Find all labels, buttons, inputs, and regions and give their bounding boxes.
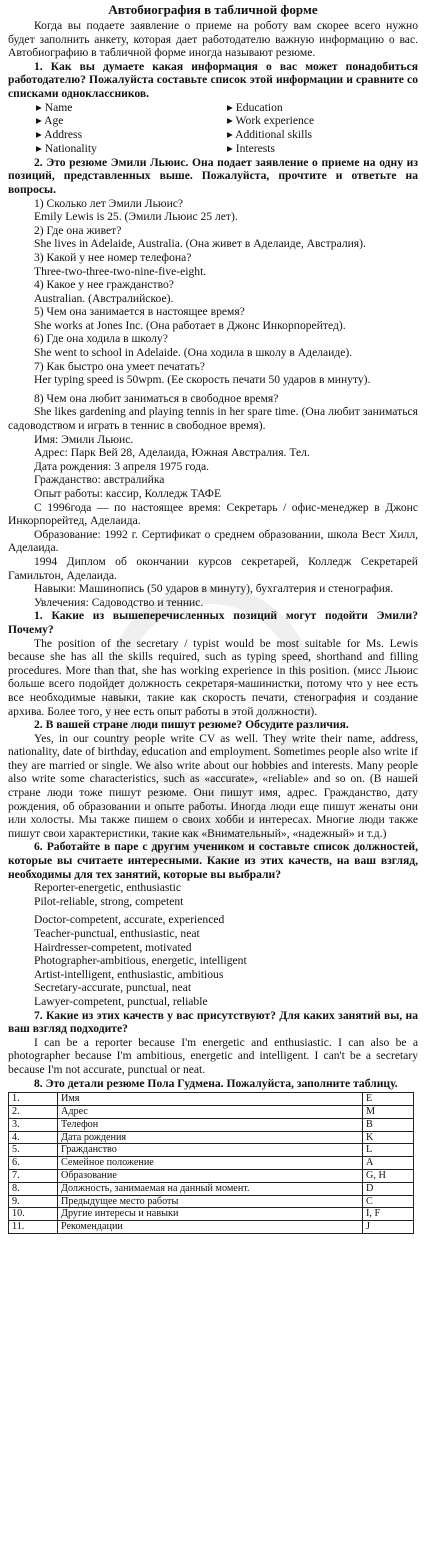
answer-6: I can be a reporter because I'm energetic and enthusiastic. I can also be a photographer because I'm ambitious, energetic and intelligent. I can't be a secretary because I'm not accurate, punctual or neat. (8, 1035, 418, 1076)
table-cell: Должность, занимаемая на данный момент. (58, 1182, 363, 1195)
resume-line: Дата рождения: 3 апреля 1975 года. (34, 459, 210, 473)
table-cell: B (363, 1118, 414, 1131)
qa-answer: Three-two-three-two-nine-five-eight. (34, 264, 207, 278)
answer-4: Yes, in our country people write CV as well. They write their name, address, nationality, date of birthday, education and employment. Sometimes people also write if they are married or single. We also write about our hobbies and interests. Many people also write some characteristics, such as «accurate», «reliable» and so on. (В нашей стране люди тоже пишут резюме. Они пишут имя, адрес. Гражданство, дату рождения, об образовании и опыте работы. Иногда люди еще пишут женаты они или холосты. Мы также пишем о своих хобби и интересах. Многие люди также пишут свои характеристики, такие как «Внимательный», «надежный» и т.д.) (8, 731, 418, 840)
job-line: Doctor-competent, accurate, experienced (34, 913, 225, 927)
bullet-item: ▸ Work experience (227, 114, 418, 128)
bullet-item: ▸ Age (36, 114, 227, 128)
job-line: Lawyer-competent, punctual, reliable (34, 994, 208, 1008)
qa-answer: Her typing speed is 50wpm. (Ее скорость печати 50 ударов в минуту). (34, 373, 371, 387)
table-cell: Семейное положение (58, 1157, 363, 1170)
table-cell: 2. (9, 1105, 58, 1118)
table-cell: 6. (9, 1157, 58, 1170)
resume-line: 1994 Диплом об окончании курсов секретарей, Колледж Секретарей Гамильтон, Аделаида. (8, 554, 418, 582)
qa-answer: She likes gardening and playing tennis in her spare time. (Она любит заниматься садоводством и играть в теннис в свободное время). (8, 405, 418, 433)
resume-line: С 1996года — по настоящее время: Секретарь / офис-менеджер в Джонс Инкорпорейтед, Аделаида. (8, 500, 418, 528)
question-2: 2. Это резюме Эмили Льюис. Она подает заявление о приеме на одну из позиций, представленных выше. Пожалуйста, прочтите и ответьте на вопросы. (8, 155, 418, 196)
table-cell: Телефон (58, 1118, 363, 1131)
intro-paragraph: Когда вы подаете заявление о приеме на роботу вам скорее всего нужно будет заполнить анкету, которая дает работодателю важную информацию о вас. Автобиографию в табличной форме иногда называют резюме. (8, 19, 418, 60)
table-cell: 9. (9, 1195, 58, 1208)
table-cell: Дата рождения (58, 1131, 363, 1144)
job-line: Photographer-ambitious, energetic, intelligent (34, 954, 247, 968)
table-cell: D (363, 1182, 414, 1195)
table-cell: 10. (9, 1208, 58, 1221)
resume-details-table (8, 1092, 414, 1234)
resume-line: Образование: 1992 г. Сертификат о среднем образовании, школа Вест Хилл, Аделаида. (8, 527, 418, 555)
resume-line: Навыки: Машинопись (50 ударов в минуту), бухгалтерия и стенография. (34, 582, 394, 596)
table-row (9, 1118, 414, 1131)
job-line: Artist-intelligent, enthusiastic, ambitious (34, 967, 224, 981)
table-cell: G, H (363, 1169, 414, 1182)
table-cell: 11. (9, 1221, 58, 1234)
table-row (9, 1157, 414, 1170)
table-cell: Имя (58, 1093, 363, 1106)
qa-answer: She works at Jones Inc. (Она работает в Джонс Инкорпорейтед). (34, 318, 346, 332)
resume-line: Имя: Эмили Льюис. (34, 432, 134, 446)
table-cell: C (363, 1195, 414, 1208)
bullet-item: ▸ Name (36, 101, 227, 115)
qa-answer: She lives in Adelaide, Australia. (Она живет в Аделаиде, Австралия). (34, 237, 366, 251)
qa-question: 4) Какое у нее гражданство? (34, 278, 174, 292)
qa-answer: Emily Lewis is 25. (Эмили Льюис 25 лет). (34, 210, 238, 224)
table-row (9, 1221, 414, 1234)
job-line: Hairdresser-competent, motivated (34, 940, 192, 954)
table-cell: Другие интересы и навыки (58, 1208, 363, 1221)
table-cell: 3. (9, 1118, 58, 1131)
page-title: Автобиография в табличной форме (108, 2, 318, 17)
question-1: 1. Как вы думаете какая информация о вас может понадобиться работодателю? Пожалуйста составьте список этой информации и сравните со списками одноклассников. (8, 59, 418, 100)
table-cell: 1. (9, 1093, 58, 1106)
question-7: 8. Это детали резюме Пола Гудмена. Пожалуйста, заполните таблицу. (34, 1076, 398, 1090)
info-bullet-list (8, 101, 418, 156)
job-line: Teacher-punctual, enthusiastic, neat (34, 927, 200, 940)
qa-question: 5) Чем она занимается в настоящее время? (34, 305, 245, 319)
table-cell: M (363, 1105, 414, 1118)
qa-question: 8) Чем она любит заниматься в свободное время? (34, 391, 279, 405)
table-cell: Адрес (58, 1105, 363, 1118)
bullet-item: ▸ Interests (227, 142, 418, 156)
table-row (9, 1131, 414, 1144)
bullet-item: ▸ Additional skills (227, 128, 418, 142)
table-row (9, 1093, 414, 1106)
qa-question: 2) Где она живет? (34, 223, 122, 237)
question-4: 2. В вашей стране люди пишут резюме? Обсудите различия. (34, 718, 349, 732)
table-cell: Рекомендации (58, 1221, 363, 1234)
bullet-item: ▸ Education (227, 101, 418, 115)
qa-question: 3) Какой у нее номер телефона? (34, 250, 192, 264)
job-line: Secretary-accurate, punctual, neat (34, 981, 192, 995)
resume-line: Увлечения: Садоводство и теннис. (34, 595, 204, 609)
table-cell: A (363, 1157, 414, 1170)
table-cell: Образование (58, 1169, 363, 1182)
table-cell: I, F (363, 1208, 414, 1221)
qa-answer: Australian. (Австралийское). (34, 291, 174, 305)
resume-line: Адрес: Парк Вей 28, Аделаида, Южная Австралия. Тел. (34, 446, 310, 460)
table-row (9, 1208, 414, 1221)
table-row (9, 1105, 414, 1118)
table-row (9, 1144, 414, 1157)
qa-answer: She went to school in Adelaide. (Она ходила в школу в Аделаиде). (34, 346, 353, 360)
table-cell: 5. (9, 1144, 58, 1157)
resume-line: Гражданство: австралийка (34, 473, 165, 487)
table-row (9, 1182, 414, 1195)
job-line: Pilot-reliable, strong, competent (34, 894, 184, 908)
table-cell: K (363, 1131, 414, 1144)
table-cell: 4. (9, 1131, 58, 1144)
table-row (9, 1169, 414, 1182)
qa-question: 6) Где она ходила в школу? (34, 332, 168, 346)
bullet-item: ▸ Address (36, 128, 227, 142)
question-5: 6. Работайте в паре с другим учеником и составьте список должностей, которые вы считаете интересными. Какие из этих качеств, на ваш взгляд, необходимы для тех занятий, которые вы выбрали? (8, 840, 418, 881)
answer-3: The position of the secretary / typist would be most suitable for Ms. Lewis because she has all the skills required, such as typing speed, shorthand and filling procedures. More than that, she has working experience in this position. (мисс Льюис больше всего подойдет должность секретаря-машинистки, потому что у нее есть все необходимые навыки, такие как скорость печати, стенография и создание архива. Более того, у нее есть опыт работы в этой должности). (8, 636, 418, 718)
table-cell: Предыдущее место работы (58, 1195, 363, 1208)
question-3: 1. Какие из вышеперечисленных позиций могут подойти Эмили? Почему? (8, 609, 418, 636)
table-cell: 7. (9, 1169, 58, 1182)
question-6: 7. Какие из этих качеств у вас присутствуют? Для каких занятий вы, на ваш взгляд подходите? (8, 1008, 418, 1036)
table-cell: 8. (9, 1182, 58, 1195)
table-cell: J (363, 1221, 414, 1234)
table-cell: L (363, 1144, 414, 1157)
bullet-item: ▸ Nationality (36, 142, 227, 156)
table-cell: Гражданство (58, 1144, 363, 1157)
qa-question: 1) Сколько лет Эмили Льюис? (34, 196, 184, 210)
job-line: Reporter-energetic, enthusiastic (34, 881, 181, 895)
table-cell: E (363, 1093, 414, 1106)
qa-question: 7) Как быстро она умеет печатать? (34, 359, 205, 373)
table-row (9, 1195, 414, 1208)
resume-line: Опыт работы: кассир, Колледж ТАФЕ (34, 487, 222, 500)
